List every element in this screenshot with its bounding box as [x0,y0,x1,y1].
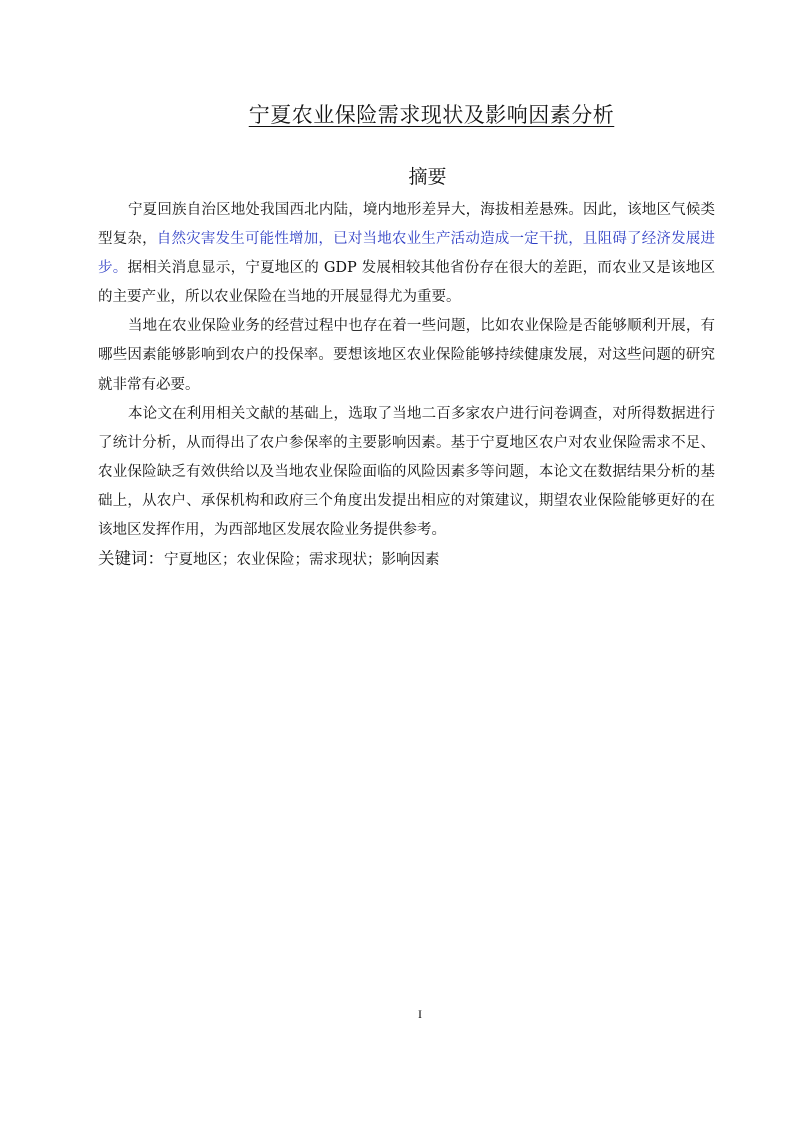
abstract-heading: 摘要 [408,166,447,188]
paragraph-1-highlighted-segment: 自然灾害发生可能性增加，已对当地农业生产活动造成一定干扰，且阻碍了经济发展进步。 [98,231,715,277]
paragraph-1-segment-3: 据相关消息显示，宁夏地区的 GDP 发展相较其他省份存在很大的差距，而农业又是该地区的主要产业，所以农业保险在当地的开展显得尤为重要。 [98,260,715,306]
paragraph-1-segment-1: 宁夏回族自治区地处我国西北内陆，境内地形差异大，海拔相差悬殊。因此，该地区气候类型复杂， [98,202,715,248]
document-title: 宁夏农业保险需求现状及影响因素分析 [248,103,615,127]
paragraph-3-text: 本论文在利用相关文献的基础上，选取了当地二百多家农户进行问卷调查，对所得数据进行了统计分析，从而得出了农户参保率的主要影响因素。基于宁夏地区农户对农业保险需求不足、农业保险缺乏有效供给以及当地农业保险面临的风险因素多等问题，本论文在数据结果分析的基础上，从农户、承保机构和政府三个角度出发提出相应的对策建议，期望农业保险能够更好的在该地区发挥作用，为西部地区发展农险业务提供参考。 [98,405,715,539]
keywords-label: 关键词： [98,549,164,569]
page-number: I [418,1007,422,1021]
paragraph-2-text: 当地在农业保险业务的经营过程中也存在着一些问题，比如农业保险是否能够顺利开展，有哪些因素能够影响到农户的投保率。要想该地区农业保险能够持续健康发展，对这些问题的研究就非常有必要。 [98,318,715,393]
abstract-paragraph-1 [98,196,715,312]
abstract-paragraph-3 [98,400,715,545]
abstract-body [98,196,715,574]
keywords-line [98,545,715,574]
abstract-paragraph-2 [98,312,715,399]
keywords-value: 宁夏地区；农业保险；需求现状；影响因素 [164,552,440,569]
document-title-block [0,100,793,130]
